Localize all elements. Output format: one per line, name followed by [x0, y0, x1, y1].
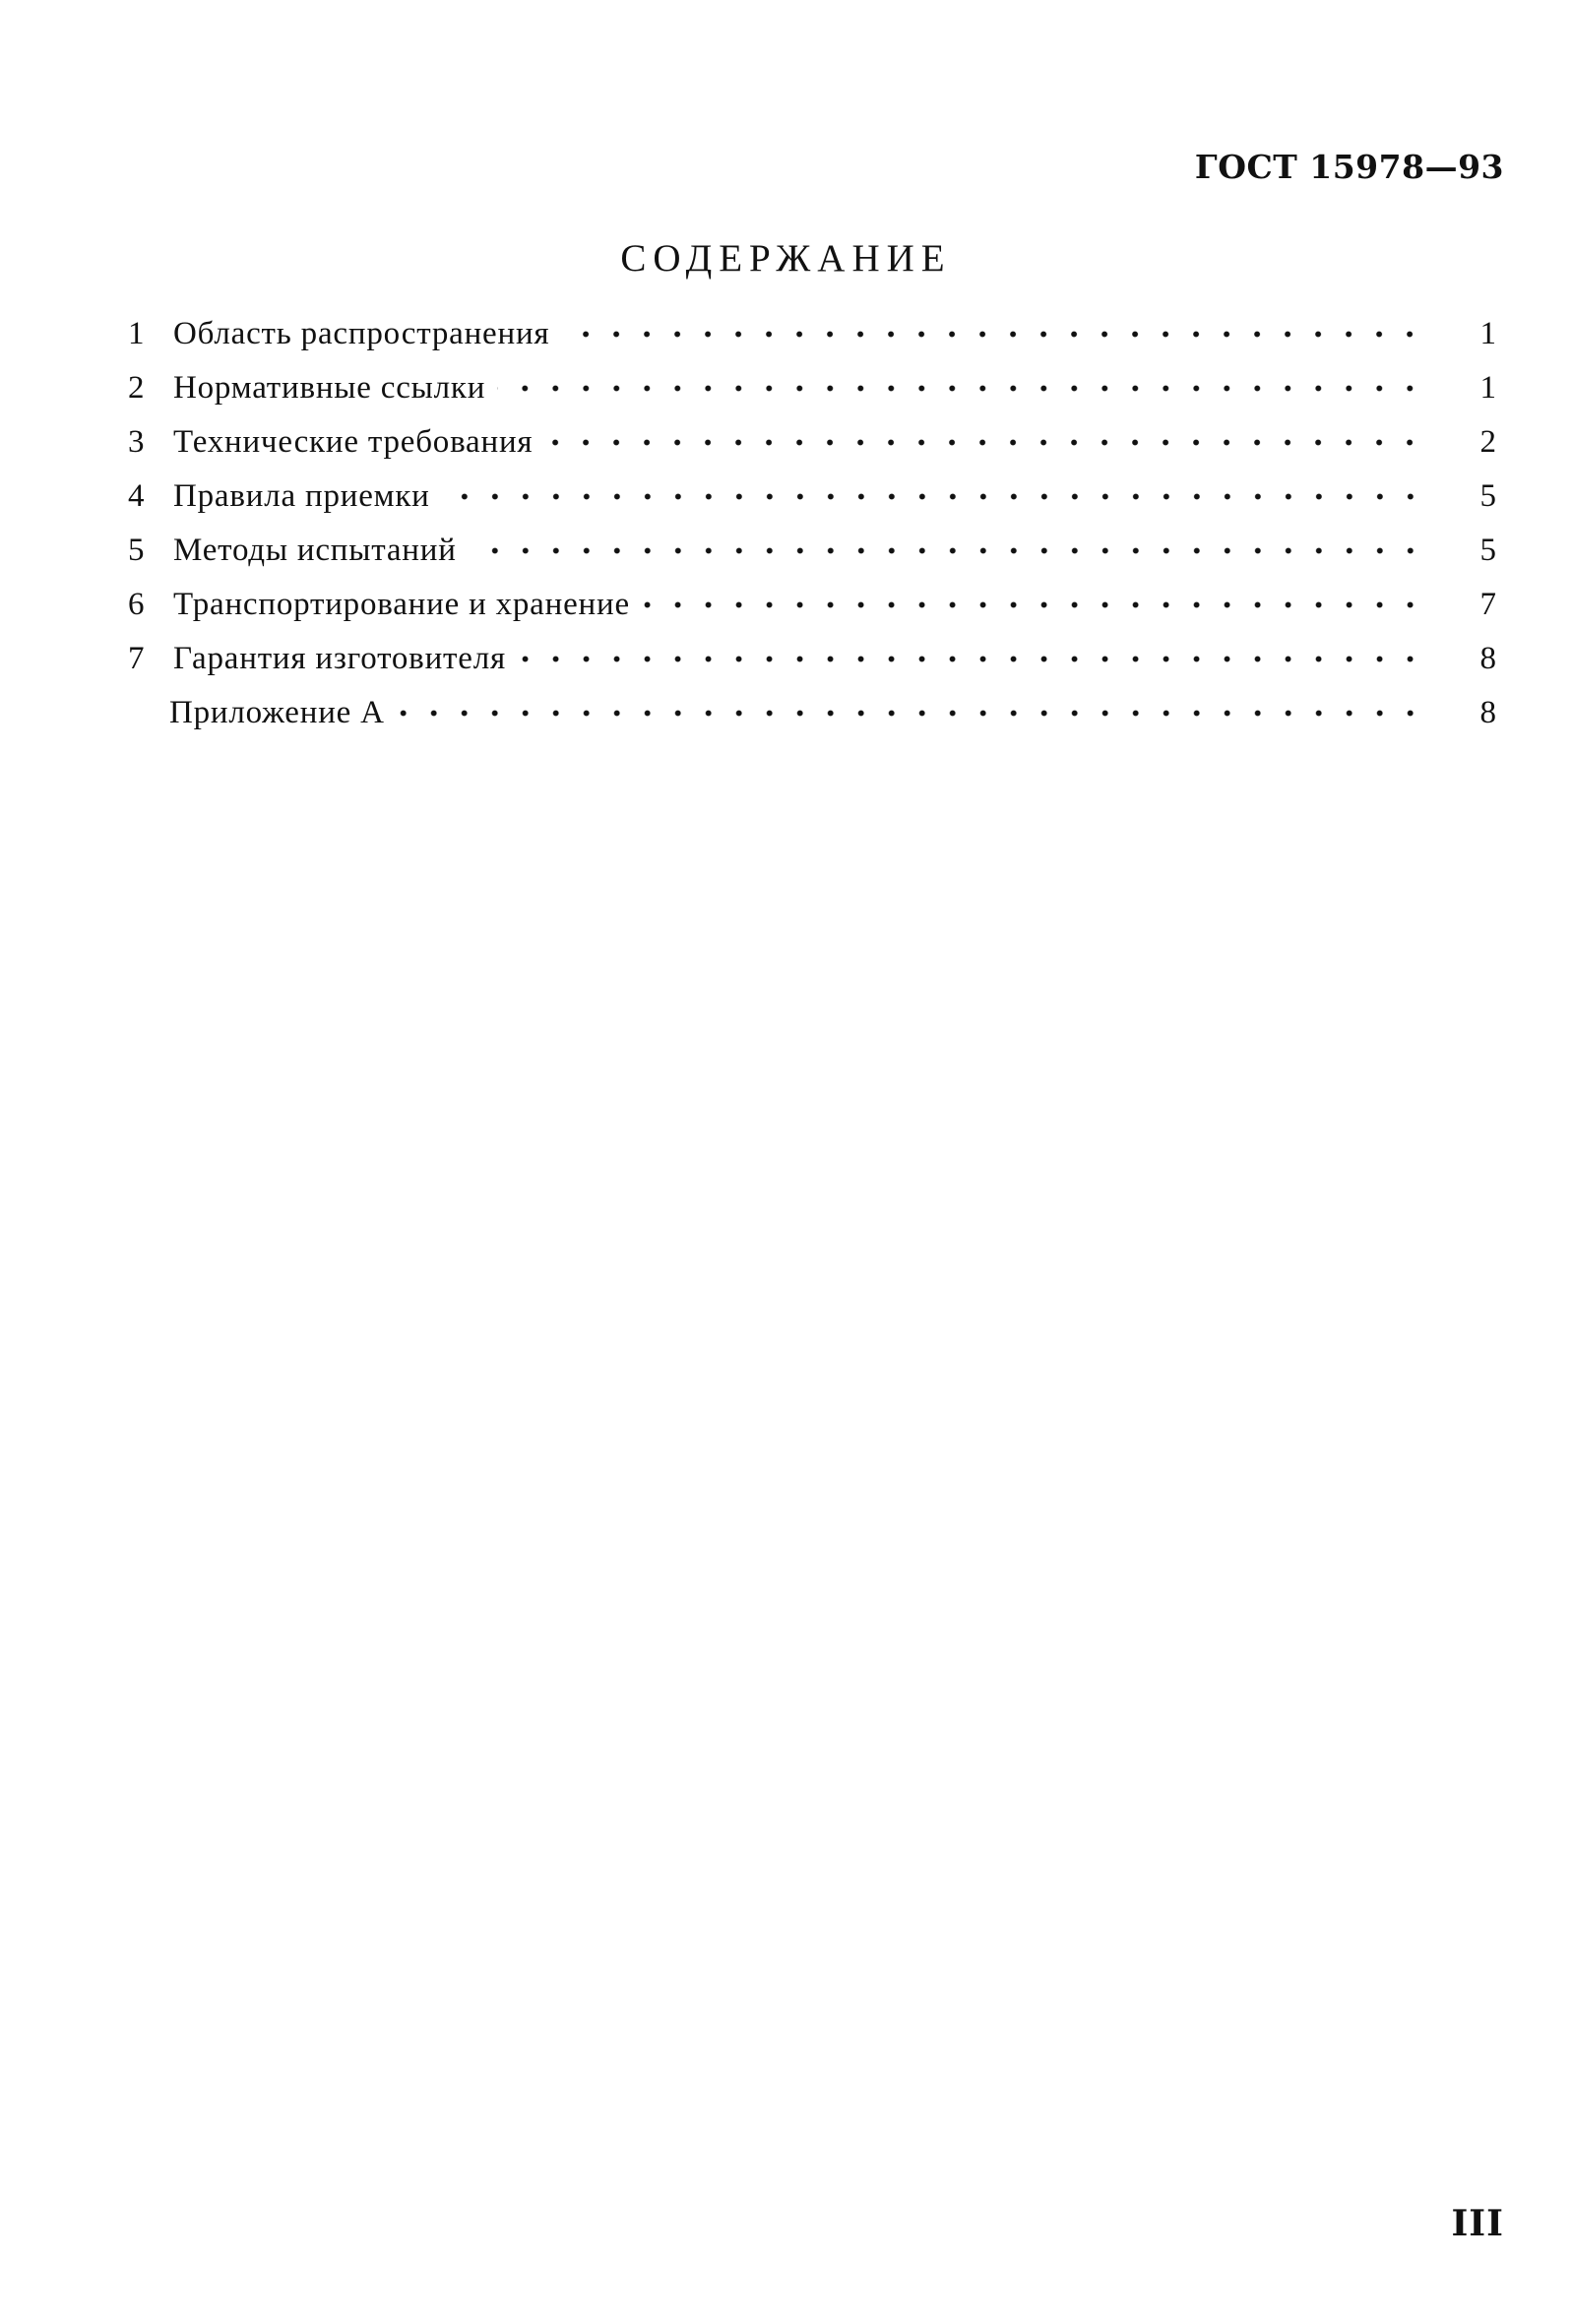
toc-item[interactable] [128, 415, 1496, 470]
toc-item-page: 2 [1479, 424, 1496, 460]
toc-appendix-label: Приложение А [169, 695, 397, 731]
toc-leader-dots [642, 578, 1425, 632]
toc-item-label: Технические требования [173, 424, 544, 461]
toc-leader-dots [518, 632, 1425, 686]
document-code: ГОСТ 15978—93 [1194, 148, 1504, 186]
toc-title: СОДЕРЖАНИЕ [620, 237, 952, 280]
toc-appendix-page: 8 [1479, 695, 1496, 730]
toc-item-page: 5 [1479, 533, 1496, 568]
toc-item[interactable] [128, 524, 1496, 578]
toc-item-label: Нормативные ссылки [173, 370, 497, 407]
toc-item-number: 7 [128, 641, 145, 676]
toc-item-label: Методы испытаний [173, 533, 469, 569]
toc-item-page: 7 [1479, 587, 1496, 622]
toc-appendix[interactable] [128, 686, 1496, 740]
toc-item-number: 6 [128, 587, 145, 622]
toc-item-number: 3 [128, 424, 145, 460]
toc-leader-dots [497, 361, 1425, 415]
toc-item-label: Гарантия изготовителя [173, 641, 518, 677]
toc-item-page: 8 [1479, 641, 1496, 676]
toc-item-number: 4 [128, 478, 145, 514]
toc-item[interactable] [128, 632, 1496, 686]
toc-item-page: 1 [1479, 370, 1496, 406]
toc-item-number: 1 [128, 316, 145, 351]
page-number: III [1451, 2203, 1504, 2244]
toc-item[interactable] [128, 361, 1496, 415]
toc-item-page: 1 [1479, 316, 1496, 351]
toc-item[interactable] [128, 578, 1496, 632]
toc-item[interactable] [128, 307, 1496, 361]
table-of-contents [128, 307, 1496, 740]
toc-item-number: 5 [128, 533, 145, 568]
toc-leader-dots [561, 307, 1425, 361]
toc-item-number: 2 [128, 370, 145, 406]
toc-item-page: 5 [1479, 478, 1496, 514]
toc-item[interactable] [128, 470, 1496, 524]
toc-leader-dots [397, 686, 1425, 740]
toc-leader-dots [442, 470, 1425, 524]
toc-item-label: Область распространения [173, 316, 561, 352]
toc-item-label: Транспортирование и хранение [173, 587, 642, 623]
toc-item-label: Правила приемки [173, 478, 442, 515]
toc-leader-dots [469, 524, 1425, 578]
toc-leader-dots [544, 415, 1425, 470]
